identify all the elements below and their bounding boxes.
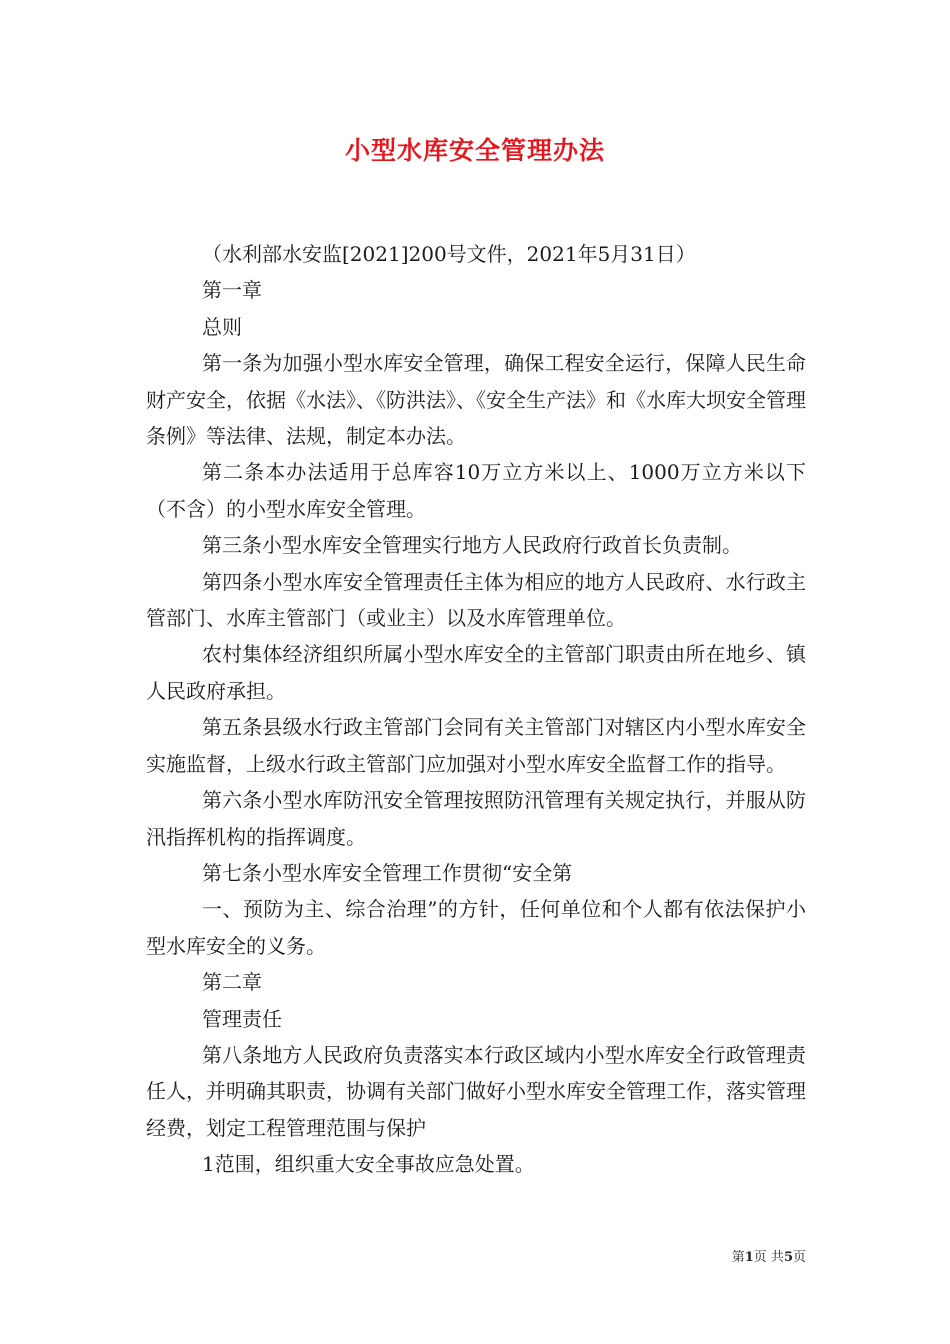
paragraph-article-7-cont: 一、预防为主、综合治理”的方针，任何单位和个人都有依法保护小型水库安全的义务。	[146, 897, 806, 958]
paragraph-article-5: 第五条县级水行政主管部门会同有关主管部门对辖区内小型水库安全实施监督，上级水行政主管部门应加强对小型水库安全监督工作的指导。	[146, 715, 806, 776]
paragraph-article-6: 第六条小型水库防汛安全管理按照防汛管理有关规定执行，并服从防汛指挥机构的指挥调度。	[146, 788, 806, 849]
document-body	[146, 236, 806, 1183]
paragraph-chapter-1-title: 总则	[202, 314, 242, 339]
page-footer	[732, 1246, 806, 1265]
footer-middle: 页 共	[753, 1250, 784, 1265]
paragraph-source: （水利部水安监[2021]200号文件，2021年5月31日）	[202, 242, 696, 266]
paragraph-chapter-2-title: 管理责任	[202, 1006, 282, 1031]
footer-prefix: 第	[731, 1250, 745, 1265]
paragraph-article-1: 第一条为加强小型水库安全管理，确保工程安全运行，保障人民生命财产安全，依据《水法》、《防洪法》、《安全生产法》和《水库大坝安全管理条例》等法律、法规，制定本办法。	[146, 351, 806, 449]
footer-total-pages: 5	[783, 1250, 793, 1265]
paragraph-chapter-2: 第二章	[202, 970, 262, 995]
paragraph-article-4-cont: 农村集体经济组织所属小型水库安全的主管部门职责由所在地乡、镇人民政府承担。	[146, 642, 806, 703]
paragraph-article-4: 第四条小型水库安全管理责任主体为相应的地方人民政府、水行政主管部门、水库主管部门（或业主）以及水库管理单位。	[146, 569, 806, 631]
document-title: 小型水库安全管理办法	[344, 136, 605, 165]
paragraph-article-3: 第三条小型水库安全管理实行地方人民政府行政首长负责制。	[202, 533, 742, 558]
footer-current-page: 1	[744, 1250, 754, 1265]
paragraph-article-7: 第七条小型水库安全管理工作贯彻“安全第	[202, 860, 573, 885]
paragraph-article-8: 第八条地方人民政府负责落实本行政区域内小型水库安全行政管理责任人，并明确其职责，协调有关部门做好小型水库安全管理工作，落实管理经费，划定工程管理范围与保护	[146, 1042, 806, 1140]
paragraph-article-8-cont: 1范围，组织重大安全事故应急处置。	[202, 1152, 535, 1177]
paragraph-article-2: 第二条本办法适用于总库容10万立方米以上、1000万立方米以下（不含）的小型水库安全管理。	[146, 460, 806, 521]
footer-suffix: 页	[792, 1250, 806, 1265]
paragraph-chapter-1: 第一章	[202, 278, 262, 303]
